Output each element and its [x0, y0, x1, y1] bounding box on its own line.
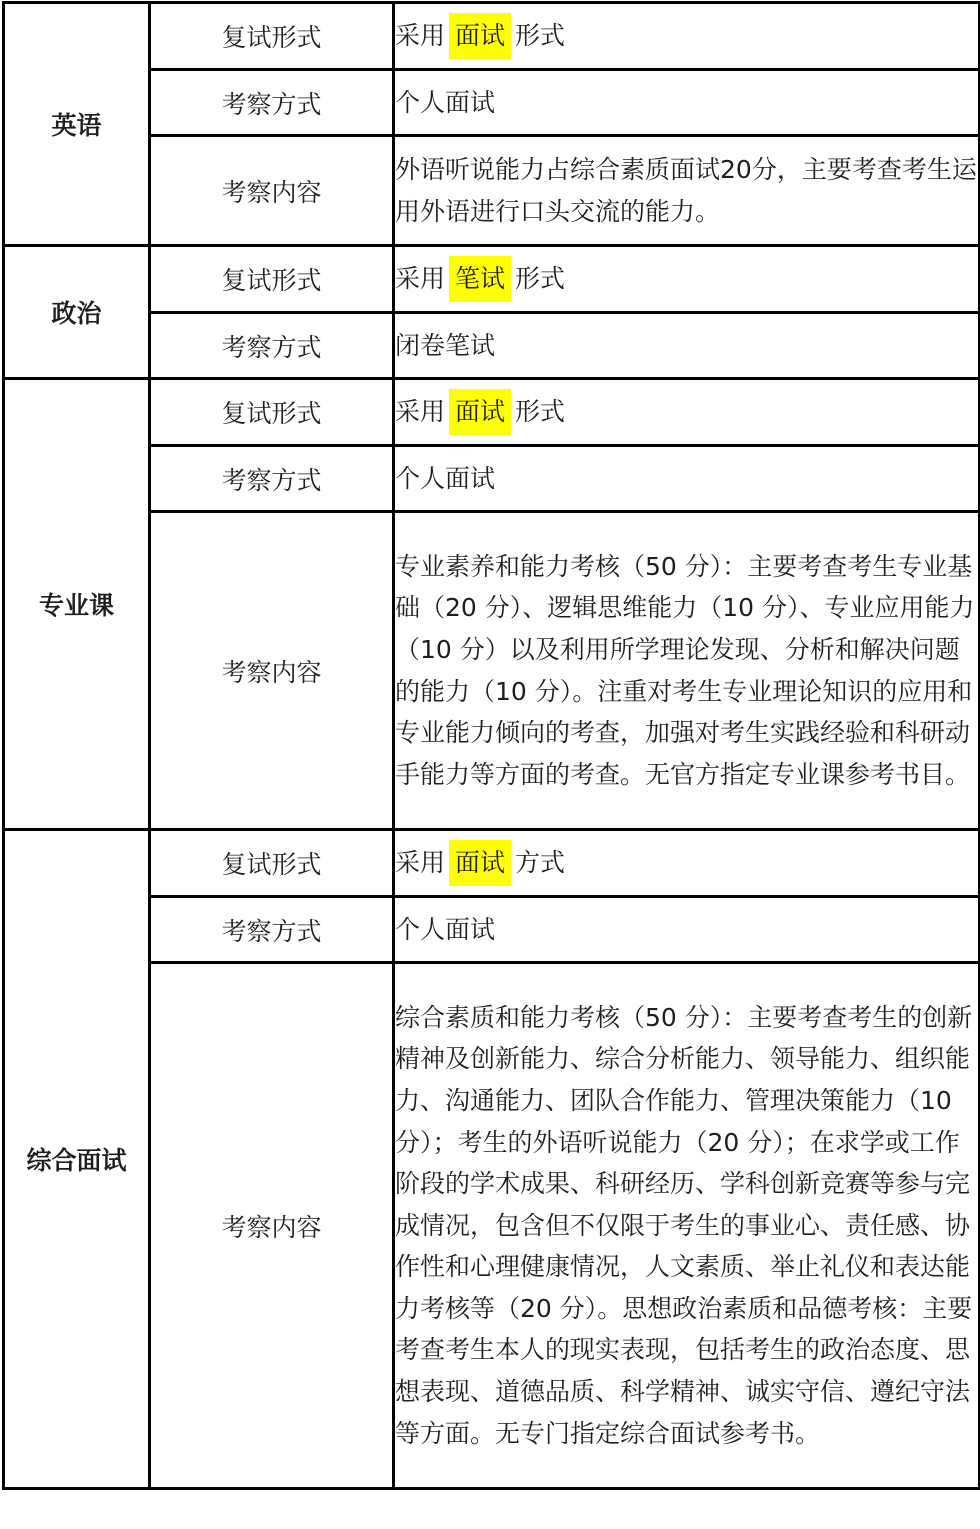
- form-label: 复试形式: [150, 379, 394, 446]
- method-label: 考察方式: [150, 446, 394, 512]
- highlighted-format: 面试: [449, 13, 511, 59]
- highlighted-format: 面试: [449, 840, 511, 886]
- method-label: 考察方式: [150, 70, 394, 136]
- content-label: 考察内容: [150, 136, 394, 246]
- form-suffix: 方式: [515, 848, 566, 877]
- table-row: [4, 3, 980, 70]
- content-value: 外语听说能力占综合素质面试20分，主要考查考生运用外语进行口头交流的能力。: [394, 136, 980, 246]
- subject-politics: 政治: [4, 246, 150, 379]
- table-row: [4, 136, 980, 246]
- form-label: 复试形式: [150, 246, 394, 313]
- table-row: [4, 313, 980, 379]
- form-prefix: 采用: [395, 397, 446, 426]
- subject-major: 专业课: [4, 379, 150, 830]
- content-value: 专业素养和能力考核（50 分）：主要考查考生专业基础（20 分）、逻辑思维能力（10 分）、专业应用能力（10 分）以及利用所学理论发现、分析和解决问题的能力（10 分）。注重对考生专业理论知识的应用和专业能力倾向的考查，加强对考生实践经验和科研动手能力等方面的考查。无官方指定专业课参考书目。: [394, 512, 980, 830]
- content-value: 综合素质和能力考核（50 分）：主要考查考生的创新精神及创新能力、综合分析能力、领导能力、组织能力、沟通能力、团队合作能力、管理决策能力（10 分）；考生的外语听说能力（20 分）；在求学或工作阶段的学术成果、科研经历、学科创新竞赛等参与完成情况，包含但不仅限于考生的事业心、责任感、协作性和心理健康情况，人文素质、举止礼仪和表达能力考核等（20 分）。思想政治素质和品德考核：主要考查考生本人的现实表现，包括考生的政治态度、思想表现、道德品质、科学精神、诚实守信、遵纪守法等方面。无专门指定综合面试参考书。: [394, 963, 980, 1489]
- table-row: [4, 897, 980, 963]
- content-label: 考察内容: [150, 512, 394, 830]
- form-value: [394, 830, 980, 897]
- content-label: 考察内容: [150, 963, 394, 1489]
- form-prefix: 采用: [395, 21, 446, 50]
- form-prefix: 采用: [395, 264, 446, 293]
- subject-english: 英语: [4, 3, 150, 246]
- form-prefix: 采用: [395, 848, 446, 877]
- method-label: 考察方式: [150, 313, 394, 379]
- form-value: [394, 379, 980, 446]
- method-value: 个人面试: [394, 446, 980, 512]
- highlighted-format: 笔试: [449, 256, 511, 302]
- table-row: [4, 963, 980, 1489]
- form-suffix: 形式: [515, 264, 566, 293]
- highlighted-format: 面试: [449, 389, 511, 435]
- form-label: 复试形式: [150, 830, 394, 897]
- method-label: 考察方式: [150, 897, 394, 963]
- form-suffix: 形式: [515, 21, 566, 50]
- table-row: [4, 246, 980, 313]
- table-row: [4, 830, 980, 897]
- exam-table: [2, 1, 980, 1490]
- table-row: [4, 379, 980, 446]
- form-value: [394, 3, 980, 70]
- method-value: 闭卷笔试: [394, 313, 980, 379]
- form-value: [394, 246, 980, 313]
- subject-comprehensive: 综合面试: [4, 830, 150, 1489]
- method-value: 个人面试: [394, 897, 980, 963]
- table-row: [4, 446, 980, 512]
- method-value: 个人面试: [394, 70, 980, 136]
- form-label: 复试形式: [150, 3, 394, 70]
- form-suffix: 形式: [515, 397, 566, 426]
- table-row: [4, 70, 980, 136]
- table-row: [4, 512, 980, 830]
